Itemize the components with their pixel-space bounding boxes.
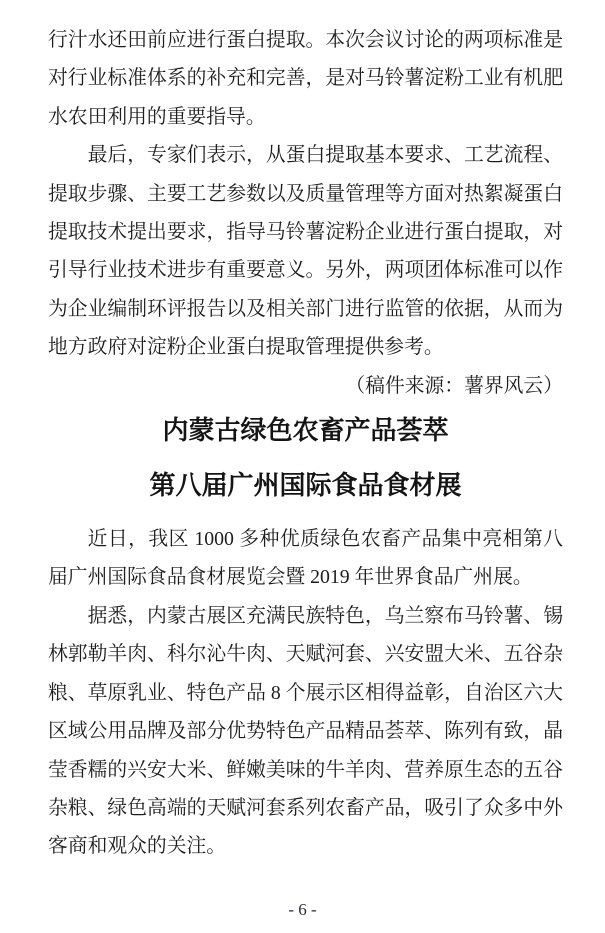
source-attribution: （稿件来源：薯界风云）	[345, 374, 563, 397]
paragraph-expo-intro: 近日，我区 1000 多种优质绿色农畜产品集中亮相第八届广州国际食品食材展览会暨 2019 年世界食品广州展。	[48, 528, 563, 589]
paragraph-standards-experts: 最后，专家们表示，从蛋白提取基本要求、工艺流程、提取步骤、主要工艺参数以及质量管理等方面对热絮凝蛋白提取技术提出要求，指导马铃薯淀粉企业进行蛋白提取，对引导行业技术进步有重要意义。另外，两项团体标准可以作为企业编制环评报告以及相关部门进行监管的依据，从而为地方政府对淀粉企业蛋白提取管理提供参考。	[48, 144, 563, 359]
paragraph-standards-continued: 行汁水还田前应进行蛋白提取。本次会议讨论的两项标准是对行业标准体系的补充和完善，是对马铃薯淀粉工业有机肥水农田利用的重要指导。	[48, 29, 563, 128]
article-title-line2: 第八届广州国际食品食材展	[149, 471, 462, 501]
page-number: - 6 -	[288, 900, 317, 919]
article-title-line1: 内蒙古绿色农畜产品荟萃	[162, 416, 449, 446]
paragraph-expo-detail: 据悉，内蒙古展区充满民族特色，乌兰察布马铃薯、锡林郭勒羊肉、科尔沁牛肉、天赋河套、兴安盟大米、五谷杂粮、草原乳业、特色产品 8 个展示区相得益彰，自治区六大区域公用品牌及部分优势特色产品精品荟萃、陈列有致，晶莹香糯的兴安大米、鲜嫩美味的牛羊肉、营养原生态的五谷杂粮、绿色高端的天赋河套系列农畜产品，吸引了众多中外客商和观众的关注。	[48, 604, 563, 858]
